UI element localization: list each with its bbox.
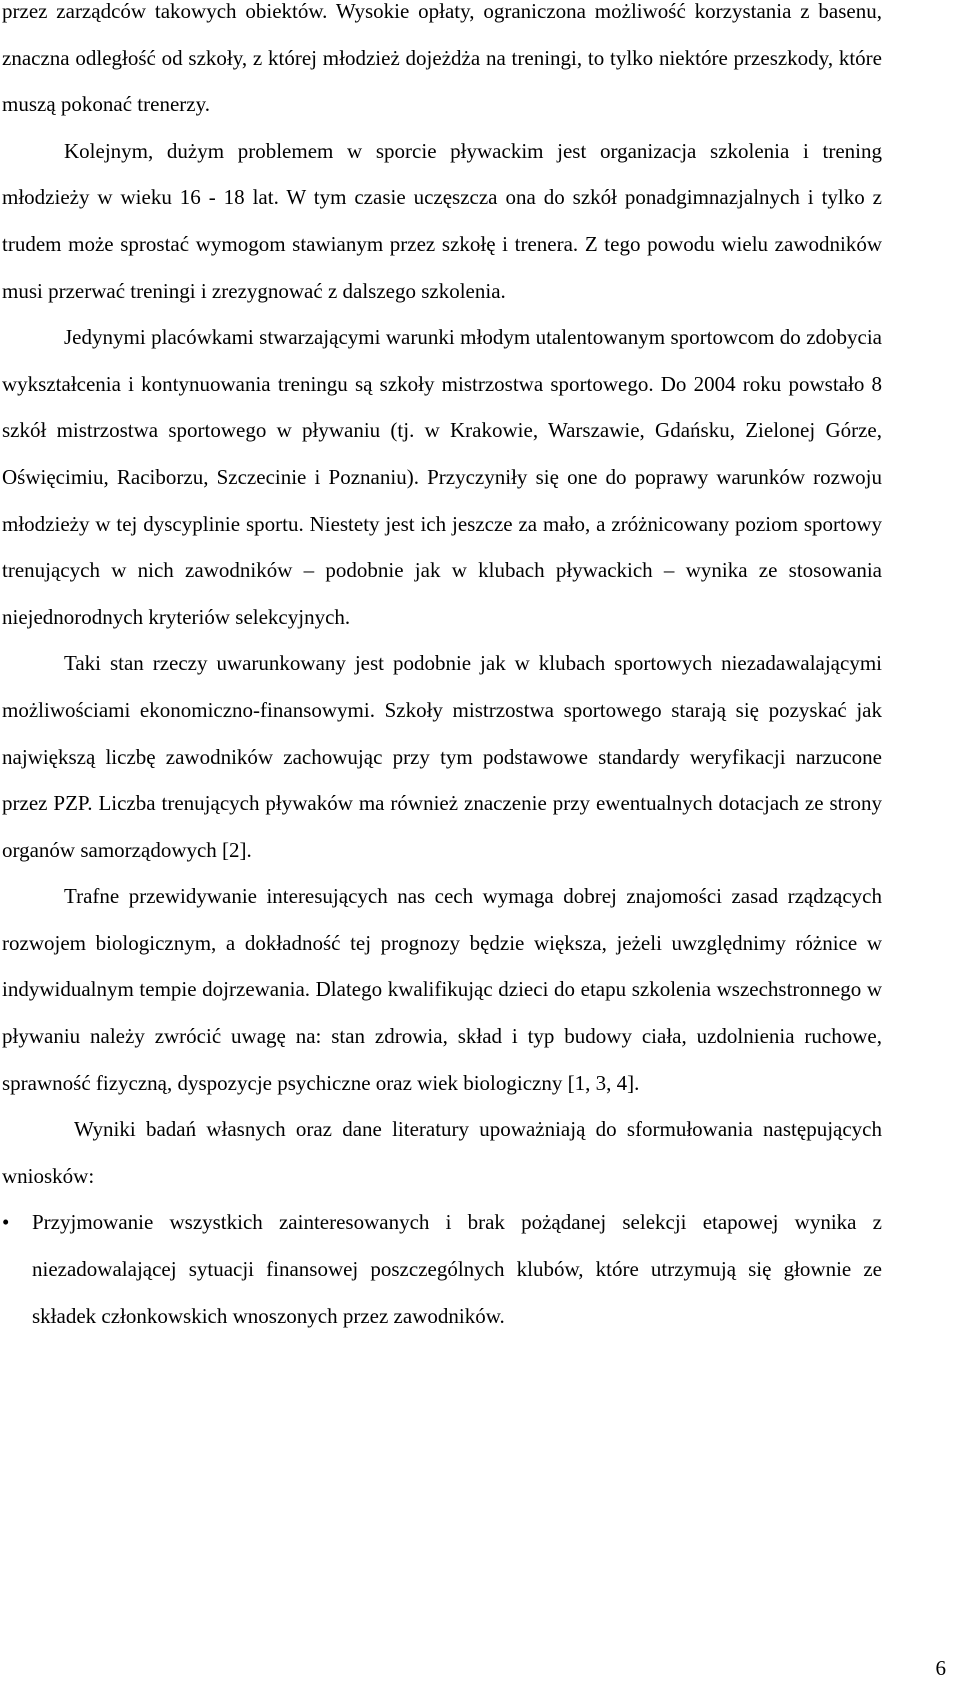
paragraph-sport-schools: Jedynymi placówkami stwarzającymi warunki młodym utalentowanym sportowcom do zdobycia wykształcenia i kontynuowania treningu są szkoły mistrzostwa sportowego. Do 2004 roku powstało 8 szkół mistrzostwa sportowego w pływaniu (tj. w Krakowie, Warszawie, Gdańsku, Zielonej Górze, Oświęcimiu, Raciborzu, Szczecinie i Poznaniu). Przyczyniły się one do poprawy warunków rozwoju młodzieży w tej dyscyplinie sportu. Niestety jest ich jeszcze za mało, a zróżnicowany poziom sportowy trenujących w nich zawodników – podobnie jak w klubach pływackich – wynika ze stosowania niejednorodnych kryteriów selekcyjnych.: [2, 325, 882, 629]
body-text: [2, 0, 882, 1339]
paragraph-youth-training: Kolejnym, dużym problemem w sporcie pływackim jest organizacja szkolenia i trening młodzieży w wieku 16 - 18 lat. W tym czasie uczęszcza ona do szkół ponadgimnazjalnych i tylko z trudem może sprostać wymogom stawianym przez szkołę i trenera. Z tego powodu wielu zawodników musi przerwać treningi i zrezygnować z dalszego szkolenia.: [2, 138, 882, 303]
page-number: 6: [935, 1656, 946, 1680]
conclusions-list: [2, 1199, 882, 1339]
paragraph-biological-development: Trafne przewidywanie interesujących nas cech wymaga dobrej znajomości zasad rządzących rozwojem biologicznym, a dokładność tej prognozy będzie większa, jeżeli uwzględnimy różnice w indywidualnym tempie dojrzewania. Dlatego kwalifikując dzieci do etapu szkolenia wszechstronnego w pływaniu należy zwrócić uwagę na: stan zdrowia, skład i typ budowy ciała, uzdolnienia ruchowe, sprawność fizyczną, dyspozycje psychiczne oraz wiek biologiczny [1, 3, 4].: [2, 884, 882, 1095]
list-item: [2, 1199, 882, 1339]
paragraph-continuation: przez zarządców takowych obiektów. Wysokie opłaty, ograniczona możliwość korzystania z basenu, znaczna odległość od szkoły, z której młodzież dojeżdża na treningi, to tylko niektóre przeszkody, które muszą pokonać trenerzy.: [2, 0, 882, 117]
paragraph-economic-conditions: Taki stan rzeczy uwarunkowany jest podobnie jak w klubach sportowych niezadawalającymi możliwościami ekonomiczno-finansowymi. Szkoły mistrzostwa sportowego starają się pozyskać jak największą liczbę zawodników zachowując przy tym podstawowe standardy weryfikacji narzucone przez PZP. Liczba trenujących pływaków ma również znaczenie przy ewentualnych dotacjach ze strony organów samorządowych [2].: [2, 651, 882, 862]
list-item-text: Przyjmowanie wszystkich zainteresowanych i brak pożądanej selekcji etapowej wynika z niezadowalającej sytuacji finansowej poszczególnych klubów, które utrzymują się głownie ze składek członkowskich wnoszonych przez zawodników.: [32, 1210, 882, 1328]
paragraph-conclusions-intro: Wyniki badań własnych oraz dane literatury upoważniają do sformułowania następujących wniosków:: [2, 1117, 882, 1188]
bullet-icon: •: [2, 1210, 10, 1235]
